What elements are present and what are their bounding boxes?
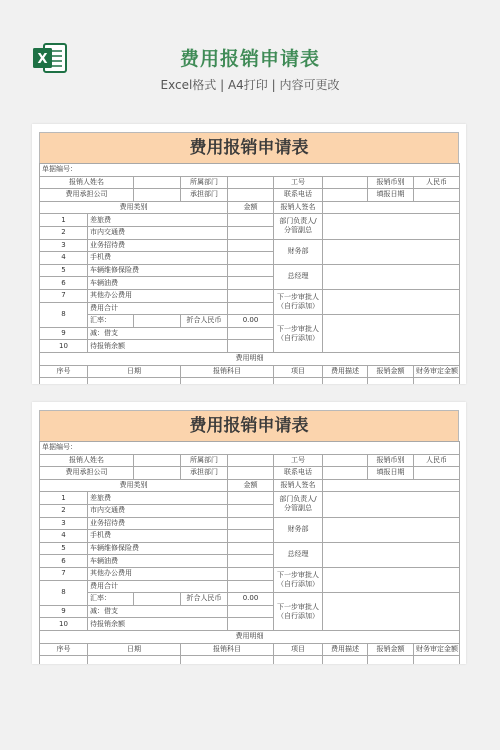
approval-label-dept-head: 部门负责人/分管副总 (274, 214, 323, 239)
approval-field-next-2[interactable] (323, 593, 460, 631)
detail-col-account: 报销科目 (181, 643, 274, 656)
header-expense-category: 费用类别 (40, 479, 228, 492)
label-employee-id: 工号 (274, 454, 323, 467)
page-title: 费用报销申请表 (179, 48, 320, 70)
rmb-value[interactable]: 0.00 (228, 593, 274, 606)
item-name: 差旅费 (88, 492, 228, 505)
table-row (40, 239, 460, 252)
label-currency: 报销币别 (368, 454, 414, 467)
detail-col-approved-amount: 财务审定金额 (414, 643, 460, 656)
bearing-company-field[interactable] (134, 467, 181, 480)
doc-number-label: 单据编号： (40, 442, 460, 455)
item-amount[interactable] (228, 340, 274, 353)
item-name: 车辆油费 (88, 277, 228, 290)
employee-id-field[interactable] (323, 176, 368, 189)
detail-cell[interactable] (40, 378, 88, 384)
rmb-label: 折合人民币 (181, 593, 228, 606)
item-amount[interactable] (228, 239, 274, 252)
item-name: 其他办公费用 (88, 567, 228, 580)
detail-col-date: 日期 (88, 643, 181, 656)
item-name: 业务招待费 (88, 239, 228, 252)
approval-label-next-2: 下一步审批人（自行添加） (274, 593, 323, 631)
table-row (40, 264, 460, 277)
rate-label: 汇率： (88, 315, 134, 328)
approval-label-next-2: 下一步审批人（自行添加） (274, 315, 323, 353)
applicant-name-field[interactable] (134, 454, 181, 467)
rmb-value[interactable]: 0.00 (228, 315, 274, 328)
detail-cell[interactable] (181, 656, 274, 664)
item-number: 2 (40, 504, 88, 517)
column-header-row (40, 479, 460, 492)
detail-cell[interactable] (88, 656, 181, 664)
item-amount[interactable] (228, 327, 274, 340)
item-name: 减：借支 (88, 327, 228, 340)
approval-label-dept-head: 部门负责人/分管副总 (274, 492, 323, 517)
item-name: 待报销余额 (88, 618, 228, 631)
detail-cell[interactable] (274, 378, 323, 384)
label-bearing-company: 费用承担公司 (40, 467, 134, 480)
approval-label-next-1: 下一步审批人（自行添加） (274, 289, 323, 314)
item-amount[interactable] (228, 517, 274, 530)
form-banner: 费用报销申请表 (39, 132, 459, 163)
item-name: 车辆维修保险费 (88, 542, 228, 555)
detail-title-row (40, 352, 460, 365)
approval-label-finance: 财务部 (274, 517, 323, 542)
item-amount[interactable] (228, 504, 274, 517)
detail-col-account: 报销科目 (181, 365, 274, 378)
header-applicant-signature: 报销人签名 (274, 201, 323, 214)
item-number: 3 (40, 517, 88, 530)
item-amount[interactable] (228, 530, 274, 543)
approval-label-next-1: 下一步审批人（自行添加） (274, 567, 323, 592)
detail-cell[interactable] (88, 378, 181, 384)
table-row (40, 214, 460, 227)
label-currency: 报销币别 (368, 176, 414, 189)
approval-field-finance[interactable] (323, 517, 460, 542)
detail-cell[interactable] (414, 378, 460, 384)
item-number: 1 (40, 492, 88, 505)
label-bearing-department: 承担部门 (181, 467, 228, 480)
detail-empty-row (40, 378, 460, 384)
header-amount: 金额 (228, 201, 274, 214)
signature-field[interactable] (323, 479, 460, 492)
label-bearing-company: 费用承担公司 (40, 189, 134, 202)
approval-field-dept-head[interactable] (323, 214, 460, 239)
phone-field[interactable] (323, 467, 368, 480)
currency-value[interactable]: 人民币 (414, 454, 460, 467)
item-amount[interactable] (228, 226, 274, 239)
form-card (39, 132, 459, 384)
currency-value[interactable]: 人民币 (414, 176, 460, 189)
item-amount[interactable] (228, 264, 274, 277)
approval-label-gm: 总经理 (274, 264, 323, 289)
approval-field-gm[interactable] (323, 264, 460, 289)
department-field[interactable] (228, 454, 274, 467)
item-number: 3 (40, 239, 88, 252)
item-amount[interactable] (228, 580, 274, 593)
label-applicant-name: 报销人姓名 (40, 176, 134, 189)
applicant-name-field[interactable] (134, 176, 181, 189)
bearing-company-field[interactable] (134, 189, 181, 202)
label-fill-date: 填报日期 (368, 189, 414, 202)
rmb-label: 折合人民币 (181, 315, 228, 328)
doc-number-label: 单据编号： (40, 164, 460, 177)
header-amount: 金额 (228, 479, 274, 492)
fill-date-field[interactable] (414, 467, 460, 480)
approval-field-finance[interactable] (323, 239, 460, 264)
detail-col-project: 项目 (274, 643, 323, 656)
item-amount[interactable] (228, 492, 274, 505)
item-name: 车辆油费 (88, 555, 228, 568)
detail-col-no: 序号 (40, 643, 88, 656)
detail-header-row (40, 365, 460, 378)
label-applicant-name: 报销人姓名 (40, 454, 134, 467)
table-row (40, 492, 460, 505)
item-amount[interactable] (228, 277, 274, 290)
info-row-2 (40, 467, 460, 480)
approval-field-next-2[interactable] (323, 315, 460, 353)
detail-cell[interactable] (274, 656, 323, 664)
item-number: 8 (40, 302, 88, 327)
detail-title: 费用明细 (40, 630, 460, 643)
fill-date-field[interactable] (414, 189, 460, 202)
item-amount[interactable] (228, 542, 274, 555)
label-fill-date: 填报日期 (368, 467, 414, 480)
detail-cell[interactable] (368, 378, 414, 384)
detail-cell[interactable] (414, 656, 460, 664)
table-row (40, 593, 460, 606)
detail-header-row (40, 643, 460, 656)
label-phone: 联系电话 (274, 467, 323, 480)
detail-cell[interactable] (368, 656, 414, 664)
department-field[interactable] (228, 176, 274, 189)
item-number: 9 (40, 605, 88, 618)
info-row-1 (40, 176, 460, 189)
label-employee-id: 工号 (274, 176, 323, 189)
item-amount[interactable] (228, 252, 274, 265)
item-number: 6 (40, 277, 88, 290)
label-phone: 联系电话 (274, 189, 323, 202)
detail-cell[interactable] (40, 656, 88, 664)
doc-number-row (40, 164, 460, 177)
detail-col-description: 费用描述 (323, 365, 368, 378)
item-name: 差旅费 (88, 214, 228, 227)
label-bearing-department: 承担部门 (181, 189, 228, 202)
employee-id-field[interactable] (323, 454, 368, 467)
approval-field-next-1[interactable] (323, 567, 460, 592)
item-name: 其他办公费用 (88, 289, 228, 302)
doc-number-row (40, 442, 460, 455)
excel-icon-letter: X (37, 52, 48, 67)
approval-label-finance: 财务部 (274, 239, 323, 264)
detail-title-row (40, 630, 460, 643)
detail-cell[interactable] (323, 378, 368, 384)
detail-col-date: 日期 (88, 365, 181, 378)
label-department: 所属部门 (181, 454, 228, 467)
detail-title: 费用明细 (40, 352, 460, 365)
item-amount[interactable] (228, 289, 274, 302)
rate-field[interactable] (134, 315, 181, 328)
rate-label: 汇率： (88, 593, 134, 606)
expense-form-table (39, 441, 460, 664)
item-amount[interactable] (228, 555, 274, 568)
info-row-2 (40, 189, 460, 202)
item-amount[interactable] (228, 618, 274, 631)
page-header (0, 0, 500, 112)
item-name: 市内交通费 (88, 504, 228, 517)
item-number: 6 (40, 555, 88, 568)
item-number: 10 (40, 618, 88, 631)
detail-empty-row (40, 656, 460, 664)
item-name: 手机费 (88, 252, 228, 265)
table-row (40, 289, 460, 302)
item-amount[interactable] (228, 567, 274, 580)
item-name: 车辆维修保险费 (88, 264, 228, 277)
bearing-department-field[interactable] (228, 467, 274, 480)
approval-field-dept-head[interactable] (323, 492, 460, 517)
page-subtitle: Excel格式 | A4打印 | 内容可更改 (160, 78, 340, 92)
item-number: 5 (40, 264, 88, 277)
table-row (40, 567, 460, 580)
item-amount[interactable] (228, 214, 274, 227)
detail-col-approved-amount: 财务审定金额 (414, 365, 460, 378)
table-row (40, 542, 460, 555)
detail-col-description: 费用描述 (323, 643, 368, 656)
item-amount[interactable] (228, 302, 274, 315)
item-number: 1 (40, 214, 88, 227)
item-number: 7 (40, 567, 88, 580)
header-expense-category: 费用类别 (40, 201, 228, 214)
item-name: 减：借支 (88, 605, 228, 618)
item-number: 8 (40, 580, 88, 605)
detail-col-project: 项目 (274, 365, 323, 378)
detail-cell[interactable] (181, 378, 274, 384)
item-number: 10 (40, 340, 88, 353)
detail-col-amount: 报销金额 (368, 365, 414, 378)
rate-field[interactable] (134, 593, 181, 606)
table-row (40, 315, 460, 328)
column-header-row (40, 201, 460, 214)
item-amount[interactable] (228, 605, 274, 618)
table-row (40, 517, 460, 530)
item-name: 市内交通费 (88, 226, 228, 239)
expense-form-table (39, 163, 460, 384)
sheet-preview-2 (32, 402, 466, 664)
info-row-1 (40, 454, 460, 467)
item-number: 7 (40, 289, 88, 302)
signature-field[interactable] (323, 201, 460, 214)
item-name: 手机费 (88, 530, 228, 543)
form-card (39, 410, 459, 664)
approval-field-gm[interactable] (323, 542, 460, 567)
label-department: 所属部门 (181, 176, 228, 189)
item-number: 4 (40, 252, 88, 265)
item-number: 4 (40, 530, 88, 543)
item-number: 9 (40, 327, 88, 340)
item-name: 待报销余额 (88, 340, 228, 353)
item-number: 2 (40, 226, 88, 239)
item-name: 费用合计 (88, 580, 228, 593)
phone-field[interactable] (323, 189, 368, 202)
sheet-preview-1 (32, 124, 466, 384)
form-banner: 费用报销申请表 (39, 410, 459, 441)
item-name: 费用合计 (88, 302, 228, 315)
detail-cell[interactable] (323, 656, 368, 664)
item-number: 5 (40, 542, 88, 555)
approval-field-next-1[interactable] (323, 289, 460, 314)
header-applicant-signature: 报销人签名 (274, 479, 323, 492)
detail-col-amount: 报销金额 (368, 643, 414, 656)
item-name: 业务招待费 (88, 517, 228, 530)
bearing-department-field[interactable] (228, 189, 274, 202)
detail-col-no: 序号 (40, 365, 88, 378)
approval-label-gm: 总经理 (274, 542, 323, 567)
